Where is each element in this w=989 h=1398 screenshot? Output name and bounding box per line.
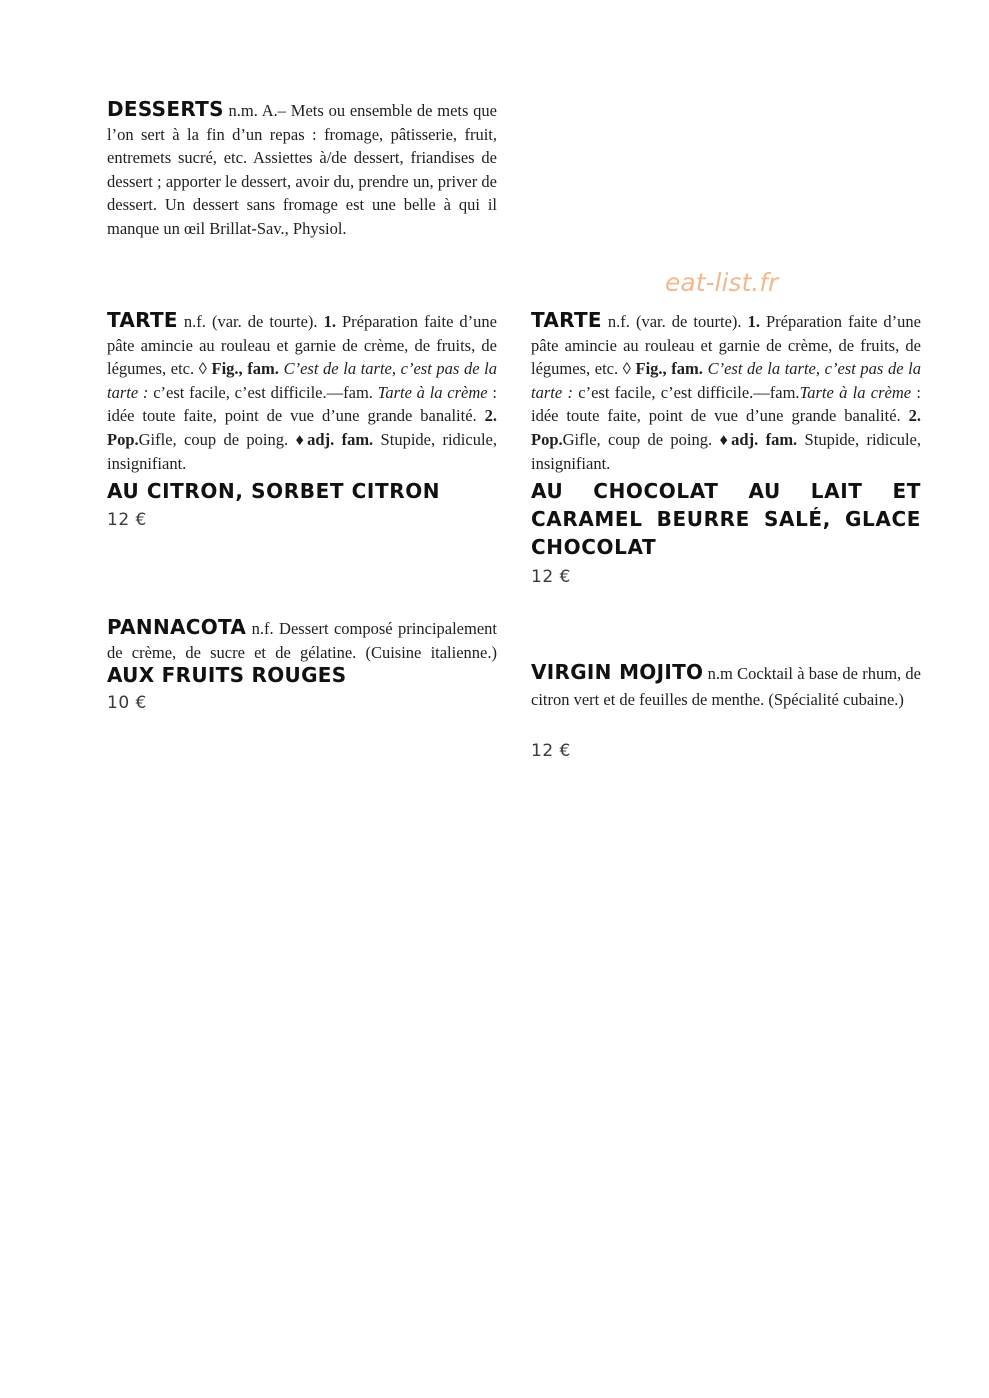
tarte-usage-label: Fig., fam. — [635, 359, 703, 379]
tarte-citron-definition — [107, 309, 497, 475]
mojito-price: 12 € — [531, 741, 571, 761]
pannacota-text: n.f. Dessert composé principalement de crème, de sucre et de gélatine. (Cuisine italienne.) — [107, 619, 497, 662]
tarte-chocolat-definition — [531, 309, 921, 475]
tarte-chocolat-subtitle: AU CHOCOLAT AU LAIT ET CARAMEL BEURRE SALÉ, GLACE CHOCOLAT — [531, 479, 921, 559]
tarte-expression: Tarte à la crème — [799, 382, 912, 402]
tarte-text: n.f. (var. de tourte). — [177, 312, 324, 331]
tarte-expression: Tarte à la crème — [377, 382, 488, 402]
tarte-text: c’est facile, c’est difficile.—fam. — [148, 382, 378, 402]
tarte-sense-number: 2. Pop. — [107, 406, 497, 449]
tarte-expression: C’est de la tarte, c’est pas de la tarte : — [531, 359, 921, 402]
tarte-text: Gifle, coup de poing. — [562, 429, 720, 449]
tarte-sense-number: 1. — [747, 312, 760, 331]
tarte-text: n.f. (var. de tourte). — [601, 312, 748, 331]
tarte-usage-label: ♦adj. fam. — [719, 429, 798, 449]
mojito-definition — [531, 659, 921, 713]
tarte-usage-label: ♦adj. fam. — [295, 429, 374, 449]
mojito-text: n.m Cocktail à base de rhum, de citron vert et de feuilles de menthe. (Spécialité cubaine.) — [531, 664, 921, 709]
pannacota-subtitle: AUX FRUITS ROUGES — [107, 663, 347, 688]
pannacota-definition — [107, 616, 497, 689]
tarte-text: Préparation faite d’une pâte amincie au rouleau et garnie de crème, de fruits, de légumes, etc. ◊ — [107, 312, 498, 379]
tarte-expression: C’est de la tarte, c’est pas de la tarte : — [107, 359, 497, 402]
tarte-chocolat-price: 12 € — [531, 567, 571, 587]
pannacota-heading: PANNACOTA — [107, 615, 247, 639]
desserts-definition — [107, 98, 497, 241]
mojito-heading: VIRGIN MOJITO — [531, 660, 704, 684]
tarte-citron-price: 12 € — [107, 510, 147, 530]
watermark-logo: eat-list.fr — [665, 268, 779, 297]
tarte-text: : idée toute faite, point de vue d’une grande banalité. — [107, 382, 497, 426]
desserts-heading: DESSERTS — [107, 97, 224, 121]
tarte-sense-number: 2. Pop. — [531, 406, 921, 449]
pannacota-price: 10 € — [107, 693, 147, 713]
tarte-text: : idée toute faite, point de vue d’une grande banalité. — [531, 382, 921, 426]
tarte-text: Gifle, coup de poing. — [138, 429, 296, 449]
tarte-text: c’est facile, c’est difficile.—fam. — [572, 382, 800, 402]
tarte-sense-number: 1. — [323, 312, 336, 331]
tarte-text: Stupide, ridicule, insignifiant. — [107, 429, 497, 473]
tarte-text: Stupide, ridicule, insignifiant. — [531, 429, 921, 473]
tarte-citron-subtitle: AU CITRON, SORBET CITRON — [107, 479, 441, 503]
tarte-usage-label: Fig., fam. — [211, 359, 279, 379]
tarte-heading: TARTE — [531, 308, 602, 332]
tarte-text: Préparation faite d’une pâte amincie au rouleau et garnie de crème, de fruits, de légumes, etc. ◊ — [531, 312, 922, 379]
tarte-heading: TARTE — [107, 308, 178, 332]
desserts-text: n.m. A.– Mets ou ensemble de mets que l’on sert à la fin d’un repas : fromage, pâtisserie, fruit, entremets sucré, etc. Assiettes à/de dessert, friandises de dessert ; apporter le dessert, avoir du, prendre un, priver de dessert. Un dessert sans fromage est une belle à qui il manque un œil Brillat-Sav., Physiol. — [107, 101, 497, 238]
